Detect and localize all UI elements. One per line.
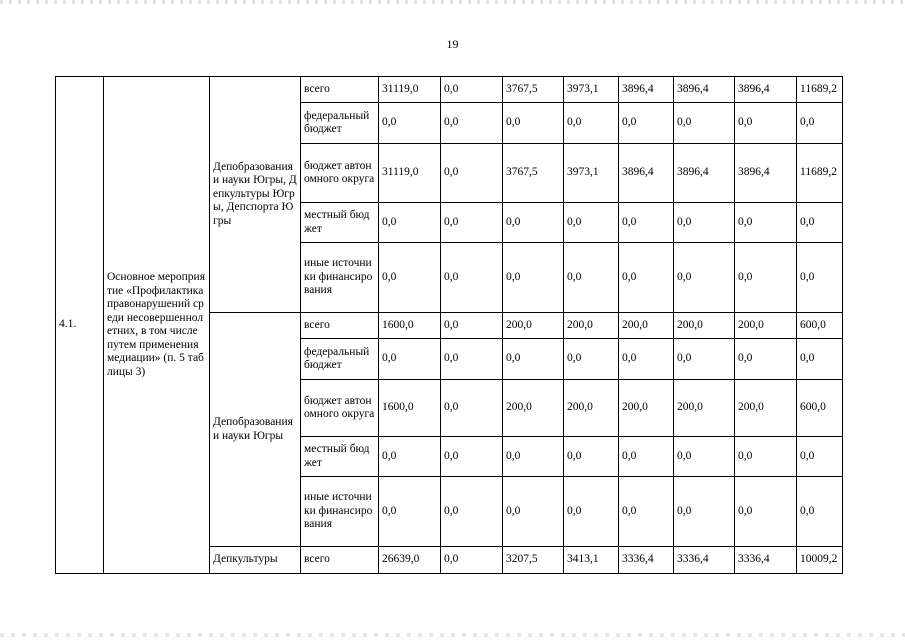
value-cell: 0,0 <box>379 437 441 477</box>
value-cell: 0,0 <box>564 103 619 144</box>
value-cell: 3336,4 <box>735 547 797 574</box>
value-cell: 0,0 <box>797 243 843 313</box>
executor-cell: Депобразования и науки Югры, Депкультуры Югры, Депспорта Югры <box>210 77 301 313</box>
value-cell: 0,0 <box>735 103 797 144</box>
value-cell: 0,0 <box>564 339 619 380</box>
value-cell: 0,0 <box>441 547 503 574</box>
value-cell: 3767,5 <box>503 77 564 103</box>
table-row <box>56 77 843 103</box>
value-cell: 3896,4 <box>735 77 797 103</box>
value-cell: 0,0 <box>674 437 735 477</box>
value-cell: 3767,5 <box>503 144 564 203</box>
value-cell: 0,0 <box>619 437 674 477</box>
value-cell: 200,0 <box>674 380 735 437</box>
value-cell: 3336,4 <box>674 547 735 574</box>
value-cell: 0,0 <box>379 477 441 547</box>
value-cell: 0,0 <box>441 380 503 437</box>
value-cell: 0,0 <box>797 339 843 380</box>
value-cell: 200,0 <box>503 380 564 437</box>
value-cell: 31119,0 <box>379 77 441 103</box>
source-cell: всего <box>301 77 379 103</box>
value-cell: 200,0 <box>674 313 735 339</box>
value-cell: 0,0 <box>674 203 735 243</box>
value-cell: 0,0 <box>441 437 503 477</box>
value-cell: 600,0 <box>797 380 843 437</box>
source-cell: федеральный бюджет <box>301 339 379 380</box>
value-cell: 0,0 <box>503 339 564 380</box>
value-cell: 0,0 <box>564 437 619 477</box>
value-cell: 0,0 <box>735 243 797 313</box>
value-cell: 10009,2 <box>797 547 843 574</box>
value-cell: 0,0 <box>674 103 735 144</box>
value-cell: 0,0 <box>441 144 503 203</box>
value-cell: 0,0 <box>797 477 843 547</box>
value-cell: 200,0 <box>735 313 797 339</box>
value-cell: 11689,2 <box>797 77 843 103</box>
value-cell: 3973,1 <box>564 144 619 203</box>
value-cell: 200,0 <box>564 380 619 437</box>
source-cell: всего <box>301 547 379 574</box>
value-cell: 0,0 <box>735 477 797 547</box>
source-cell: федеральный бюджет <box>301 103 379 144</box>
value-cell: 3973,1 <box>564 77 619 103</box>
value-cell: 0,0 <box>619 203 674 243</box>
value-cell: 0,0 <box>564 477 619 547</box>
value-cell: 200,0 <box>503 313 564 339</box>
source-cell: бюджет автономного округа <box>301 144 379 203</box>
scan-edge-top <box>0 0 905 4</box>
value-cell: 0,0 <box>441 103 503 144</box>
value-cell: 3896,4 <box>735 144 797 203</box>
value-cell: 200,0 <box>735 380 797 437</box>
value-cell: 0,0 <box>564 243 619 313</box>
value-cell: 0,0 <box>619 339 674 380</box>
value-cell: 0,0 <box>735 203 797 243</box>
value-cell: 0,0 <box>735 339 797 380</box>
value-cell: 31119,0 <box>379 144 441 203</box>
value-cell: 0,0 <box>797 103 843 144</box>
value-cell: 0,0 <box>441 243 503 313</box>
value-cell: 3207,5 <box>503 547 564 574</box>
value-cell: 200,0 <box>564 313 619 339</box>
value-cell: 0,0 <box>379 203 441 243</box>
value-cell: 0,0 <box>441 313 503 339</box>
source-cell: бюджет автономного округа <box>301 380 379 437</box>
value-cell: 0,0 <box>441 77 503 103</box>
executor-cell: Депкультуры <box>210 547 301 574</box>
value-cell: 0,0 <box>735 437 797 477</box>
value-cell: 3896,4 <box>619 77 674 103</box>
value-cell: 0,0 <box>379 243 441 313</box>
value-cell: 0,0 <box>797 203 843 243</box>
value-cell: 0,0 <box>674 243 735 313</box>
value-cell: 3336,4 <box>619 547 674 574</box>
value-cell: 0,0 <box>619 243 674 313</box>
value-cell: 0,0 <box>674 339 735 380</box>
source-cell: местный бюджет <box>301 437 379 477</box>
value-cell: 0,0 <box>503 477 564 547</box>
source-cell: иные источники финансирования <box>301 243 379 313</box>
source-cell: местный бюджет <box>301 203 379 243</box>
value-cell: 3896,4 <box>674 77 735 103</box>
row-number: 4.1. <box>56 77 104 574</box>
page-number: 19 <box>446 37 459 51</box>
value-cell: 600,0 <box>797 313 843 339</box>
value-cell: 11689,2 <box>797 144 843 203</box>
value-cell: 0,0 <box>564 203 619 243</box>
value-cell: 0,0 <box>674 477 735 547</box>
value-cell: 0,0 <box>441 339 503 380</box>
value-cell: 0,0 <box>441 477 503 547</box>
value-cell: 0,0 <box>619 477 674 547</box>
value-cell: 200,0 <box>619 313 674 339</box>
value-cell: 0,0 <box>503 203 564 243</box>
value-cell: 0,0 <box>503 103 564 144</box>
value-cell: 0,0 <box>503 243 564 313</box>
source-cell: иные источники финансирования <box>301 477 379 547</box>
value-cell: 0,0 <box>503 437 564 477</box>
value-cell: 1600,0 <box>379 380 441 437</box>
value-cell: 1600,0 <box>379 313 441 339</box>
value-cell: 0,0 <box>441 203 503 243</box>
value-cell: 0,0 <box>379 103 441 144</box>
financing-table <box>55 76 843 574</box>
executor-cell: Депобразования и науки Югры <box>210 313 301 547</box>
source-cell: всего <box>301 313 379 339</box>
value-cell: 26639,0 <box>379 547 441 574</box>
value-cell: 3413,1 <box>564 547 619 574</box>
measure-name: Основное мероприятие «Профилактика правонарушений среди несовершеннолетних, в том числе путем применения медиации» (п. 5 таблицы 3) <box>104 77 210 574</box>
value-cell: 0,0 <box>379 339 441 380</box>
value-cell: 3896,4 <box>619 144 674 203</box>
value-cell: 0,0 <box>619 103 674 144</box>
value-cell: 3896,4 <box>674 144 735 203</box>
value-cell: 200,0 <box>619 380 674 437</box>
value-cell: 0,0 <box>797 437 843 477</box>
scan-edge-bottom <box>0 633 905 637</box>
